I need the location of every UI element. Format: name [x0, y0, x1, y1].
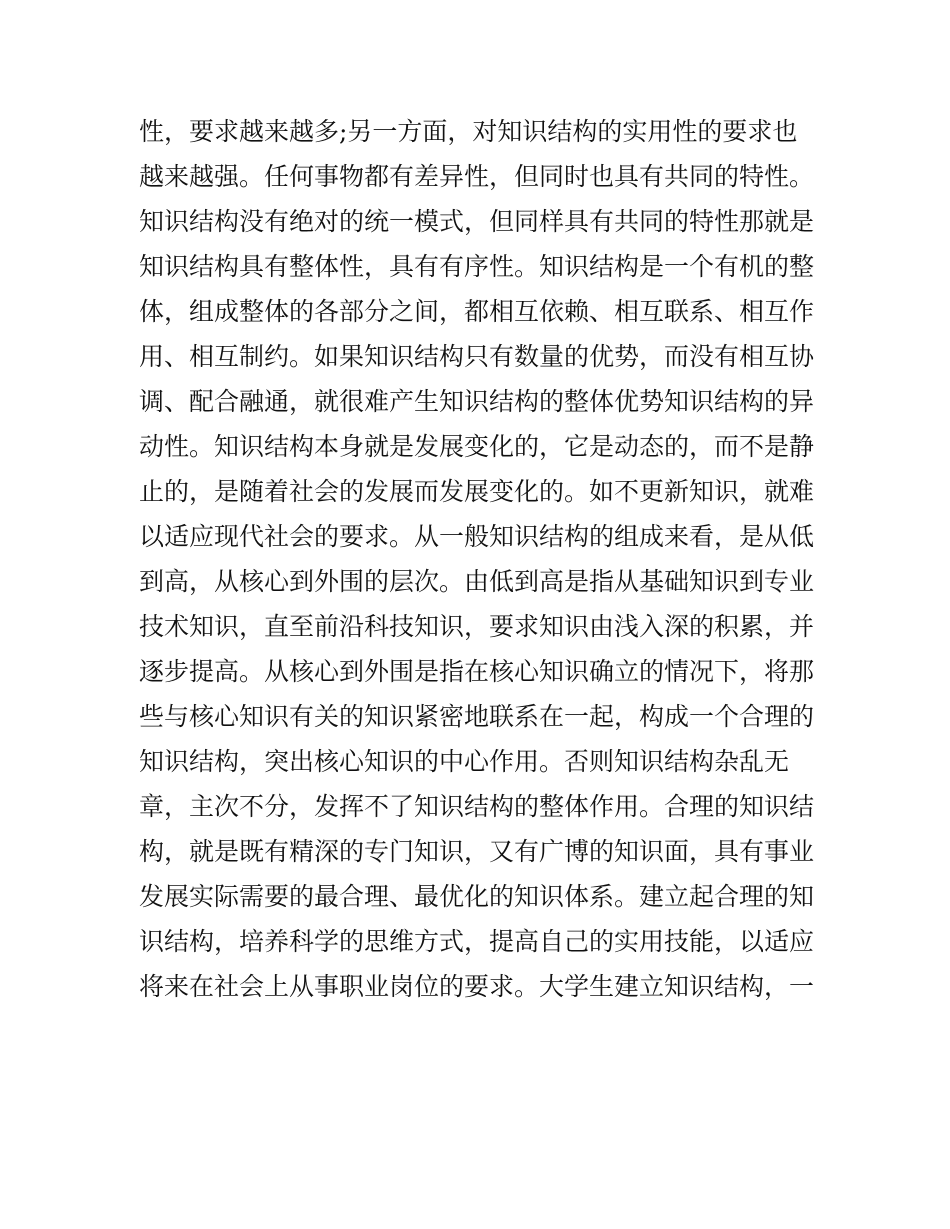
text-line: 动性。知识结构本身就是发展变化的，它是动态的，而不是静	[139, 432, 815, 461]
text-line: 知识结构具有整体性，具有有序性。知识结构是一个有机的整	[139, 252, 815, 281]
text-line: 逐步提高。从核心到外围是指在核心知识确立的情况下，将那	[139, 657, 815, 686]
text-line: 些与核心知识有关的知识紧密地联系在一起，构成一个合理的	[139, 702, 815, 731]
text-line: 调、配合融通，就很难产生知识结构的整体优势知识结构的异	[139, 387, 815, 416]
text-line: 止的，是随着社会的发展而发展变化的。如不更新知识，就难	[139, 477, 815, 506]
text-line: 性，要求越来越多;另一方面，对知识结构的实用性的要求也	[139, 117, 798, 146]
text-line: 将来在社会上从事职业岗位的要求。大学生建立知识结构，一	[139, 972, 815, 1001]
text-line: 知识结构，突出核心知识的中心作用。否则知识结构杂乱无	[139, 747, 790, 776]
text-line: 技术知识，直至前沿科技知识，要求知识由浅入深的积累，并	[139, 612, 815, 641]
text-line: 用、相互制约。如果知识结构只有数量的优势，而没有相互协	[139, 342, 815, 371]
text-line: 发展实际需要的最合理、最优化的知识体系。建立起合理的知	[139, 882, 815, 911]
text-line: 识结构，培养科学的思维方式，提高自己的实用技能，以适应	[139, 927, 815, 956]
text-line: 以适应现代社会的要求。从一般知识结构的组成来看，是从低	[139, 522, 815, 551]
text-line: 章，主次不分，发挥不了知识结构的整体作用。合理的知识结	[139, 792, 815, 821]
text-line: 越来越强。任何事物都有差异性，但同时也具有共同的特性。	[139, 162, 815, 191]
text-line: 构，就是既有精深的专门知识，又有广博的知识面，具有事业	[139, 837, 815, 866]
body-text	[139, 109, 819, 1009]
text-line: 知识结构没有绝对的统一模式，但同样具有共同的特性那就是	[139, 207, 815, 236]
text-line: 到高，从核心到外围的层次。由低到高是指从基础知识到专业	[139, 567, 815, 596]
text-line: 体，组成整体的各部分之间，都相互依赖、相互联系、相互作	[139, 297, 815, 326]
